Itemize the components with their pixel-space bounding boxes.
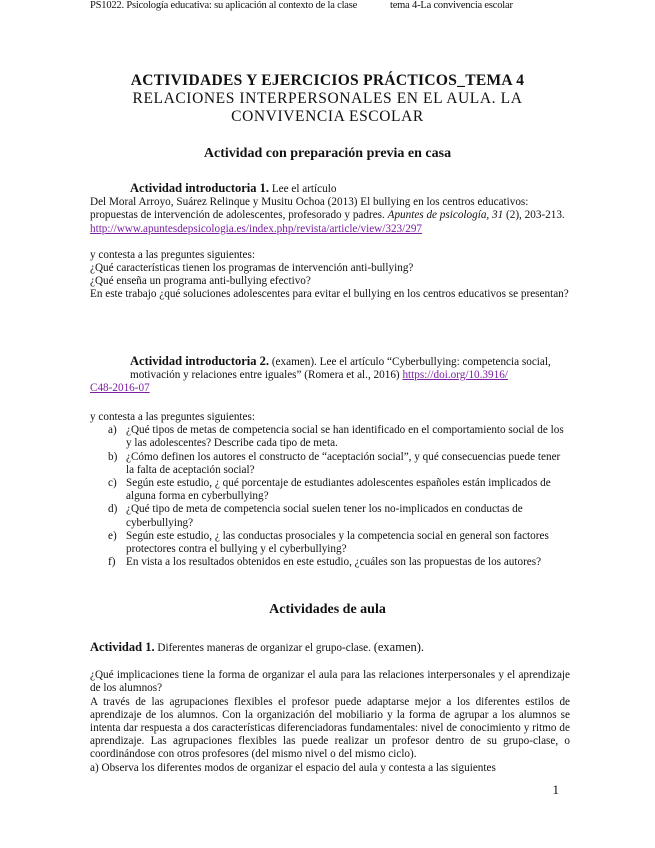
aula-1-paragraph: A través de las agrupaciones flexibles el profesor puede adaptarse mejor a los diferentes estilos de aprendizaje de los alumnos. Con la organización del mobiliario y la forma de agrupar a los alumnos se intenta dar respuesta a dos características diferenciadoras fundamentales: nivel de conocimiento y ritmo de aprendizaje. Las agrupaciones flexibles las puede realizar un profesor dentro de su grupo-clase, o coordinándose con otros profesores (del mismo nivel o del mismo ciclo). — [90, 695, 570, 761]
activity-intro-1 — [90, 182, 570, 302]
section-heading-aula: Actividades de aula — [269, 602, 386, 617]
aula-1-exam: (examen). — [373, 640, 425, 654]
question-marker: d) — [108, 503, 118, 516]
activity-1-answer-intro: y contesta a las preguntes siguientes: — [90, 248, 255, 261]
aula-1-intro: Diferentes maneras de organizar el grupo-clase. — [154, 642, 374, 654]
article-link-apuntes[interactable]: http://www.apuntesdepsicologia.es/index.php/revista/article/view/323/297 — [90, 222, 423, 235]
activity-2-questions-block — [90, 411, 570, 569]
title-main: ACTIVIDADES Y EJERCICIOS PRÁCTICOS_TEMA 4 — [130, 72, 525, 89]
activity-2-label: Actividad introductoria 2. — [130, 354, 270, 368]
activity-2-question-list — [90, 424, 570, 569]
doi-link-part1[interactable]: https://doi.org/10.3916/ — [402, 369, 508, 382]
citation-end: (2), 203-213. — [503, 209, 565, 222]
activity-2-intro: (examen). Lee el artículo “Cyberbullying: competencia social, motivación y relaciones entre iguales” (Romera et al., 2016) — [130, 356, 551, 382]
activity-1-question-2: ¿Qué enseña un programa anti-bullying efectivo? — [90, 275, 311, 288]
doi-link-part2[interactable]: C48-2016-07 — [90, 382, 150, 395]
question-item — [90, 556, 570, 569]
question-item — [90, 477, 570, 503]
citation-text: Del Moral Arroyo, Suárez Relinque y Musitu Ochoa (2013) El bullying en los centros educativos: propuestas de intervención de adolescentes, profesorado y padres. — [90, 196, 529, 222]
header-course: PS1022. Psicología educativa: su aplicación al contexto de la clase — [90, 0, 358, 11]
title-sub-line1: RELACIONES INTERPERSONALES EN EL AULA. LA — [132, 90, 523, 107]
question-text: ¿Qué tipo de meta de competencia social suelen tener los no-implicados en conductas de cyberbullying? — [126, 503, 523, 529]
activity-1-citation — [90, 196, 570, 222]
question-text: En vista a los resultados obtenidos en este estudio, ¿cuáles son las propuestas de los autores? — [126, 556, 542, 569]
document-title — [0, 72, 655, 126]
question-text: Según este estudio, ¿ qué porcentaje de estudiantes adolescentes españoles están implicados de alguna forma en cyberbullying? — [126, 477, 551, 503]
question-text: ¿Cómo definen los autores el constructo de “aceptación social”, y qué consecuencias puede tener la falta de aceptación social? — [126, 450, 561, 476]
question-item — [90, 503, 570, 529]
question-marker: f) — [108, 556, 116, 569]
activity-1-label: Actividad introductoria 1. — [130, 181, 270, 195]
aula-1-label: Actividad 1. — [90, 640, 155, 654]
activity-intro-2 — [90, 355, 570, 396]
aula-1-item-a: a) Observa los diferentes modos de organizar el espacio del aula y contesta a las siguientes — [90, 761, 496, 774]
question-item — [90, 424, 570, 450]
header-topic: tema 4-La convivencia escolar — [390, 0, 513, 11]
activity-1-question-1: ¿Qué características tienen los programas de intervención anti-bullying? — [90, 262, 414, 275]
question-marker: b) — [108, 450, 118, 463]
title-sub-line2: CONVIVENCIA ESCOLAR — [231, 108, 424, 125]
question-marker: e) — [108, 529, 117, 542]
citation-journal: Apuntes de psicología, 31 — [387, 209, 504, 222]
question-text: Según este estudio, ¿ las conductas prosociales y la competencia social en general son factores protectores contra el bullying y el cyberbullying? — [126, 529, 549, 556]
question-item — [90, 530, 570, 556]
activity-2-answer-intro: y contesta a las preguntes siguientes: — [90, 411, 255, 423]
page-number: 1 — [552, 782, 559, 797]
question-item — [90, 451, 570, 477]
question-marker: c) — [108, 477, 117, 490]
section-heading-home: Actividad con preparación previa en casa — [203, 146, 452, 161]
aula-1-question: ¿Qué implicaciones tiene la forma de organizar el aula para las relaciones interpersonales y el aprendizaje de los alumnos? — [90, 669, 570, 695]
page-header — [90, 0, 513, 11]
activity-1-intro: Lee el artículo — [269, 183, 337, 195]
aula-activity-1 — [90, 641, 570, 775]
activity-1-question-3: En este trabajo ¿qué soluciones adolescentes para evitar el bullying en los centros educativos se presentan? — [90, 288, 569, 301]
question-marker: a) — [108, 424, 117, 437]
question-text: ¿Qué tipos de metas de competencia social se han identificado en el comportamiento social de los y las adolescentes? Describe cada tipo de meta. — [126, 424, 564, 450]
